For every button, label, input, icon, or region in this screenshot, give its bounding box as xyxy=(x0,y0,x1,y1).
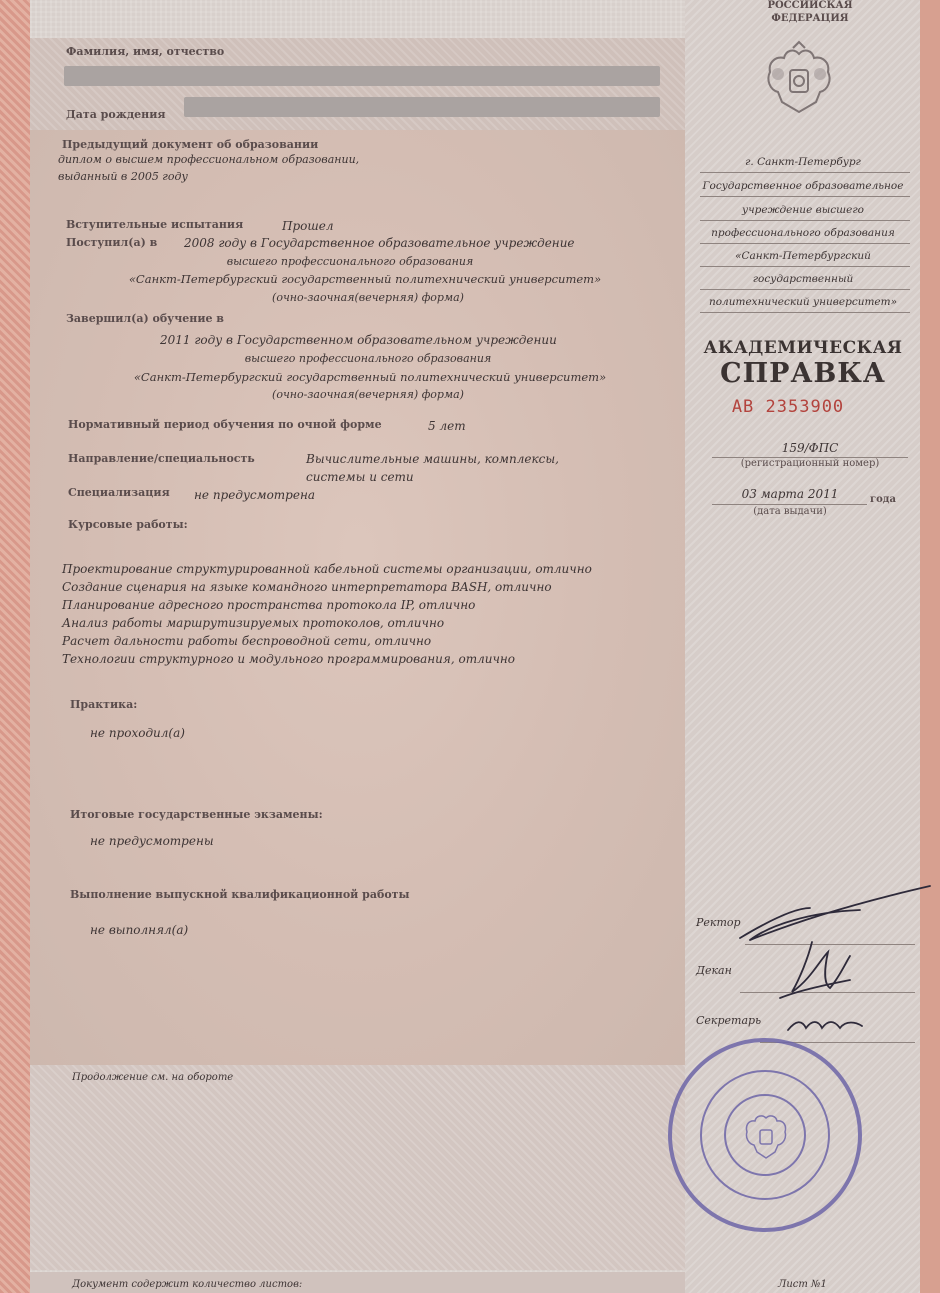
official-stamp xyxy=(668,1038,862,1232)
direction-line2: системы и сети xyxy=(306,470,414,484)
redacted-dob xyxy=(184,97,660,117)
coat-of-arms-icon xyxy=(758,40,840,122)
enrolled-line1: 2008 году в Государственное образовательное учреждение xyxy=(184,236,575,250)
completed-line3: «Санкт-Петербургский государственный политехнический университет» xyxy=(133,370,607,384)
decorative-border-left xyxy=(0,0,30,1293)
redacted-fio xyxy=(64,66,660,86)
issuer-line2: Государственное образовательное xyxy=(702,180,904,192)
registration-number: 159/ФПС xyxy=(781,441,839,455)
entrance-label: Вступительные испытания xyxy=(66,218,244,231)
coursework-label: Курсовые работы: xyxy=(68,518,188,531)
issue-date: 03 марта 2011 xyxy=(741,487,839,501)
practice-label: Практика: xyxy=(70,698,138,711)
completed-line4: (очно-заочная(вечерняя) форма) xyxy=(272,388,464,401)
document-title-line1: АКАДЕМИЧЕСКАЯ xyxy=(703,338,903,358)
coursework-item: Анализ работы маршрутизируемых протоколов, отлично xyxy=(62,616,445,630)
serial-number: АВ 2353900 xyxy=(731,397,845,417)
issuer-line1: г. Санкт-Петербург xyxy=(745,156,861,168)
stamp-eagle-icon xyxy=(740,1110,792,1162)
country-line1: РОССИЙСКАЯ xyxy=(767,0,853,11)
direction-label: Направление/специальность xyxy=(68,452,255,465)
completed-label: Завершил(а) обучение в xyxy=(66,312,224,325)
handwritten-signatures xyxy=(700,880,935,1050)
issuer-line3: учреждение высшего xyxy=(742,204,864,216)
period-label: Нормативный период обучения по очной форме xyxy=(68,418,382,431)
thesis-label: Выполнение выпускной квалификационной работы xyxy=(70,888,410,901)
continuation-note: Продолжение см. на обороте xyxy=(72,1072,234,1083)
specialization-label: Специализация xyxy=(68,486,170,499)
coursework-item: Расчет дальности работы беспроводной сети, отлично xyxy=(62,634,432,648)
exams-label: Итоговые государственные экзамены: xyxy=(70,808,323,821)
prev-doc-line2: выданный в 2005 году xyxy=(58,170,188,183)
entrance-value: Прошел xyxy=(282,219,334,233)
prev-doc-line1: диплом о высшем профессиональном образовании, xyxy=(58,153,360,166)
registration-label: (регистрационный номер) xyxy=(740,458,880,469)
continuation-panel xyxy=(30,1065,685,1270)
secretary-label: Секретарь xyxy=(696,1014,762,1027)
dob-label: Дата рождения xyxy=(66,108,166,121)
issue-date-label: (дата выдачи) xyxy=(753,506,827,517)
country-line2: ФЕДЕРАЦИЯ xyxy=(771,13,849,24)
coursework-item: Проектирование структурированной кабельной системы организации, отлично xyxy=(62,562,592,576)
issuer-line7: политехнический университет» xyxy=(708,296,898,308)
issuer-line4: профессионального образования xyxy=(711,227,895,239)
coursework-item: Создание сценария на языке командного интерпретатора BASH, отлично xyxy=(62,580,552,594)
thesis-value: не выполнял(а) xyxy=(90,923,189,937)
fio-label: Фамилия, имя, отчество xyxy=(66,45,225,58)
enrolled-label: Поступил(а) в xyxy=(66,236,158,249)
practice-value: не проходил(а) xyxy=(90,726,185,740)
rector-label: Ректор xyxy=(696,916,741,929)
enrolled-line3: «Санкт-Петербургский государственный политехнический университет» xyxy=(128,272,602,286)
completed-line2: высшего профессионального образования xyxy=(244,352,492,365)
enrolled-line4: (очно-заочная(вечерняя) форма) xyxy=(272,291,464,304)
document-title-line2: СПРАВКА xyxy=(720,358,886,389)
prev-doc-label: Предыдущий документ об образовании xyxy=(62,138,319,151)
sheet-number: Лист №1 xyxy=(778,1279,827,1290)
coursework-item: Технологии структурного и модульного программирования, отлично xyxy=(62,652,516,666)
coursework-item: Планирование адресного пространства протокола IP, отлично xyxy=(62,598,476,612)
issuer-line6: государственный xyxy=(752,273,854,285)
exams-value: не предусмотрены xyxy=(90,834,214,848)
issuer-line5: «Санкт-Петербургский xyxy=(735,250,871,262)
sheets-count-label: Документ содержит количество листов: xyxy=(72,1279,303,1290)
enrolled-line2: высшего профессионального образования xyxy=(226,255,474,268)
issue-date-suffix: года xyxy=(870,494,896,505)
completed-line1: 2011 году в Государственном образовательном учреждении xyxy=(160,333,557,347)
specialization-value: не предусмотрена xyxy=(194,488,316,502)
decorative-border-right xyxy=(920,0,940,1293)
period-value: 5 лет xyxy=(428,419,466,433)
dean-label: Декан xyxy=(696,964,732,977)
direction-line1: Вычислительные машины, комплексы, xyxy=(306,452,559,466)
